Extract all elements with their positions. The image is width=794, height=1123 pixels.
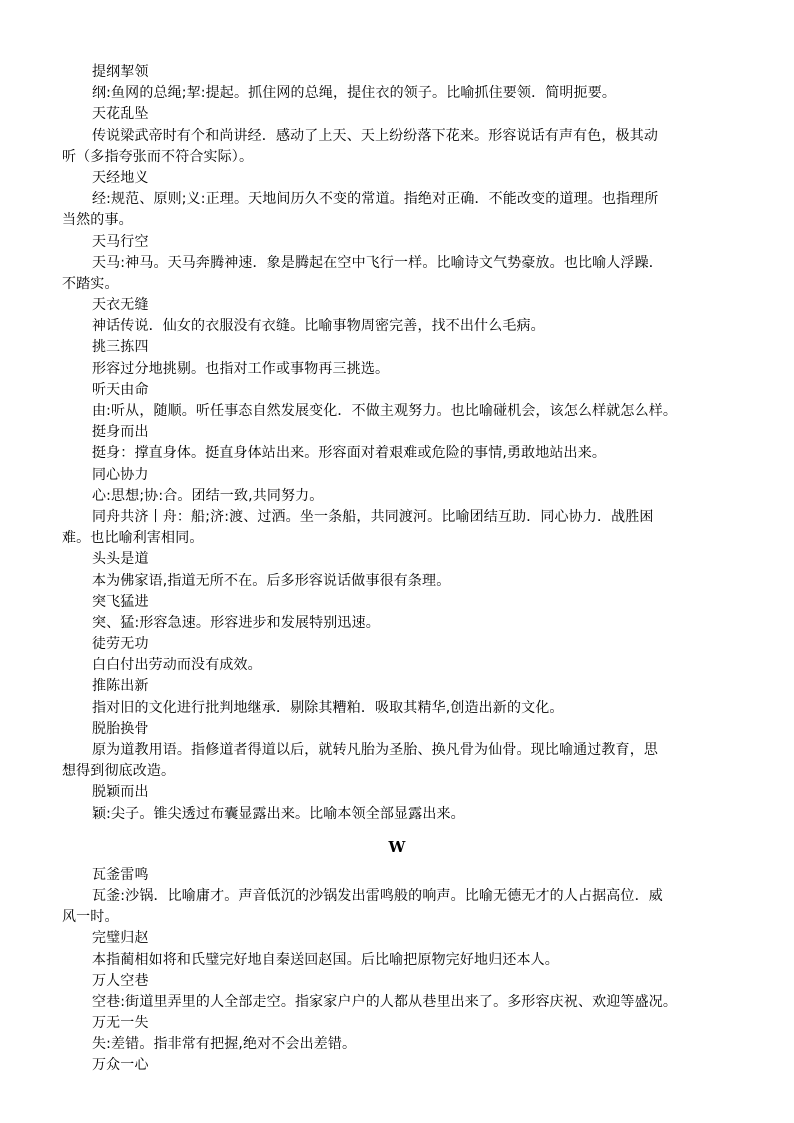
idiom-definition-line: 经:规范、原则;义:正理。天地间历久不变的常道。指绝对正确．不能改变的道理。也指理所 [92,191,659,208]
section-letter: W [388,837,406,856]
document-page [0,62,794,1077]
idiom-heading: 徒劳无功 [92,636,149,653]
idiom-definition-line: 神话传说．仙女的衣服没有衣缝。比喻事物周密完善，找不出什么毛病。 [92,318,545,335]
idiom-heading: 提纲挈领 [92,64,149,80]
idiom-definition-line: 失:差错。指非常有把握,绝对不会出差错。 [92,1036,357,1053]
idiom-heading: 同心协力 [92,466,149,483]
idiom-heading: 头头是道 [92,551,149,568]
idiom-heading: 脱胎换骨 [92,720,149,737]
idiom-definition-line: 瓦釜:沙锅．比喻庸才。声音低沉的沙锅发出雷鸣般的响声。比喻无德无才的人占据高位．威 [92,887,663,904]
idiom-definition-line: 突、猛:形容急速。形容进步和发展特别迅速。 [92,614,380,631]
idiom-definition-line: 听（多指夸张而不符合实际）。 [62,148,254,165]
idiom-heading: 推陈出新 [92,678,149,695]
idiom-definition-line: 原为道教用语。指修道者得道以后，就转凡胎为圣胎、换凡骨为仙骨。现比喻通过教育，思 [92,742,658,758]
idiom-heading: 天衣无缝 [92,297,149,314]
idiom-definition-line: 由:听从，随顺。听任事态自然发展变化．不做主观努力。也比喻碰机会，该怎么样就怎么样。 [92,403,678,419]
idiom-heading: 挑三拣四 [92,339,149,356]
idiom-definition-line: 当然的事。 [62,212,133,229]
idiom-definition-line: 形容过分地挑剔。也指对工作或事物再三挑选。 [92,360,390,377]
idiom-heading: 挺身而出 [92,424,149,441]
idiom-heading: 完璧归赵 [92,930,149,947]
idiom-definition-line: 难。也比喻利害相同。 [62,530,204,547]
idiom-definition-line: 本指蔺相如将和氏璧完好地自秦送回赵国。后比喻把原物完好地归还本人。 [92,951,559,968]
idiom-heading: 瓦釜雷鸣 [92,866,149,883]
idiom-definition-line: 白白付出劳动而没有成效。 [92,657,262,674]
idiom-definition-line: 空巷:街道里弄里的人全部走空。指家家户户的人都从巷里出来了。多形容庆祝、欢迎等盛况。 [92,993,678,1010]
idiom-heading: 听天由命 [92,381,149,398]
idiom-definition-line: 挺身：撑直身体。挺直身体站出来。形容面对着艰难或危险的事情,勇敢地站出来。 [92,445,606,462]
idiom-heading: 天经地义 [92,169,149,186]
idiom-heading: 天马行空 [92,233,149,250]
idiom-definition-line: 想得到彻底改造。 [62,763,176,780]
idiom-heading: 天花乱坠 [92,106,149,123]
idiom-definition-line: 天马:神马。天马奔腾神速．象是腾起在空中飞行一样。比喻诗文气势豪放。也比喻人浮躁． [92,254,663,271]
idiom-heading: 突飞猛进 [92,593,149,610]
idiom-definition-line: 不踏实。 [62,275,119,292]
idiom-heading: 万无一失 [92,1015,149,1032]
idiom-definition-line: 心:思想;协:合。团结一致,共同努力。 [92,487,324,504]
idiom-definition-line: 纲:鱼网的总绳;挈:提起。抓住网的总绳，提住衣的领子。比喻抓住要领．简明扼要。 [92,85,616,102]
idiom-heading: 万众一心 [92,1057,149,1074]
idiom-definition-line: 传说梁武帝时有个和尚讲经．感动了上天、天上纷纷落下花来。形容说话有声有色，极其动 [92,127,658,144]
idiom-definition-line: 颖:尖子。锥尖透过布囊显露出来。比喻本领全部显露出来。 [92,805,465,822]
idiom-definition-line: 同舟共济丨舟：船;济:渡、过洒。坐一条船，共同渡河。比喻团结互助．同心协力．战胜困 [92,508,654,525]
idiom-definition-line: 风一时。 [62,909,119,926]
idiom-heading: 脱颖而出 [92,784,149,801]
idiom-definition-line: 本为佛家语,指道无所不在。后多形容说话做事很有条理。 [92,572,451,589]
idiom-definition-line: 指对旧的文化进行批判地继承．剔除其糟粕．吸取其精华,创造出新的文化。 [92,699,564,716]
idiom-heading: 万人空巷 [92,972,149,989]
